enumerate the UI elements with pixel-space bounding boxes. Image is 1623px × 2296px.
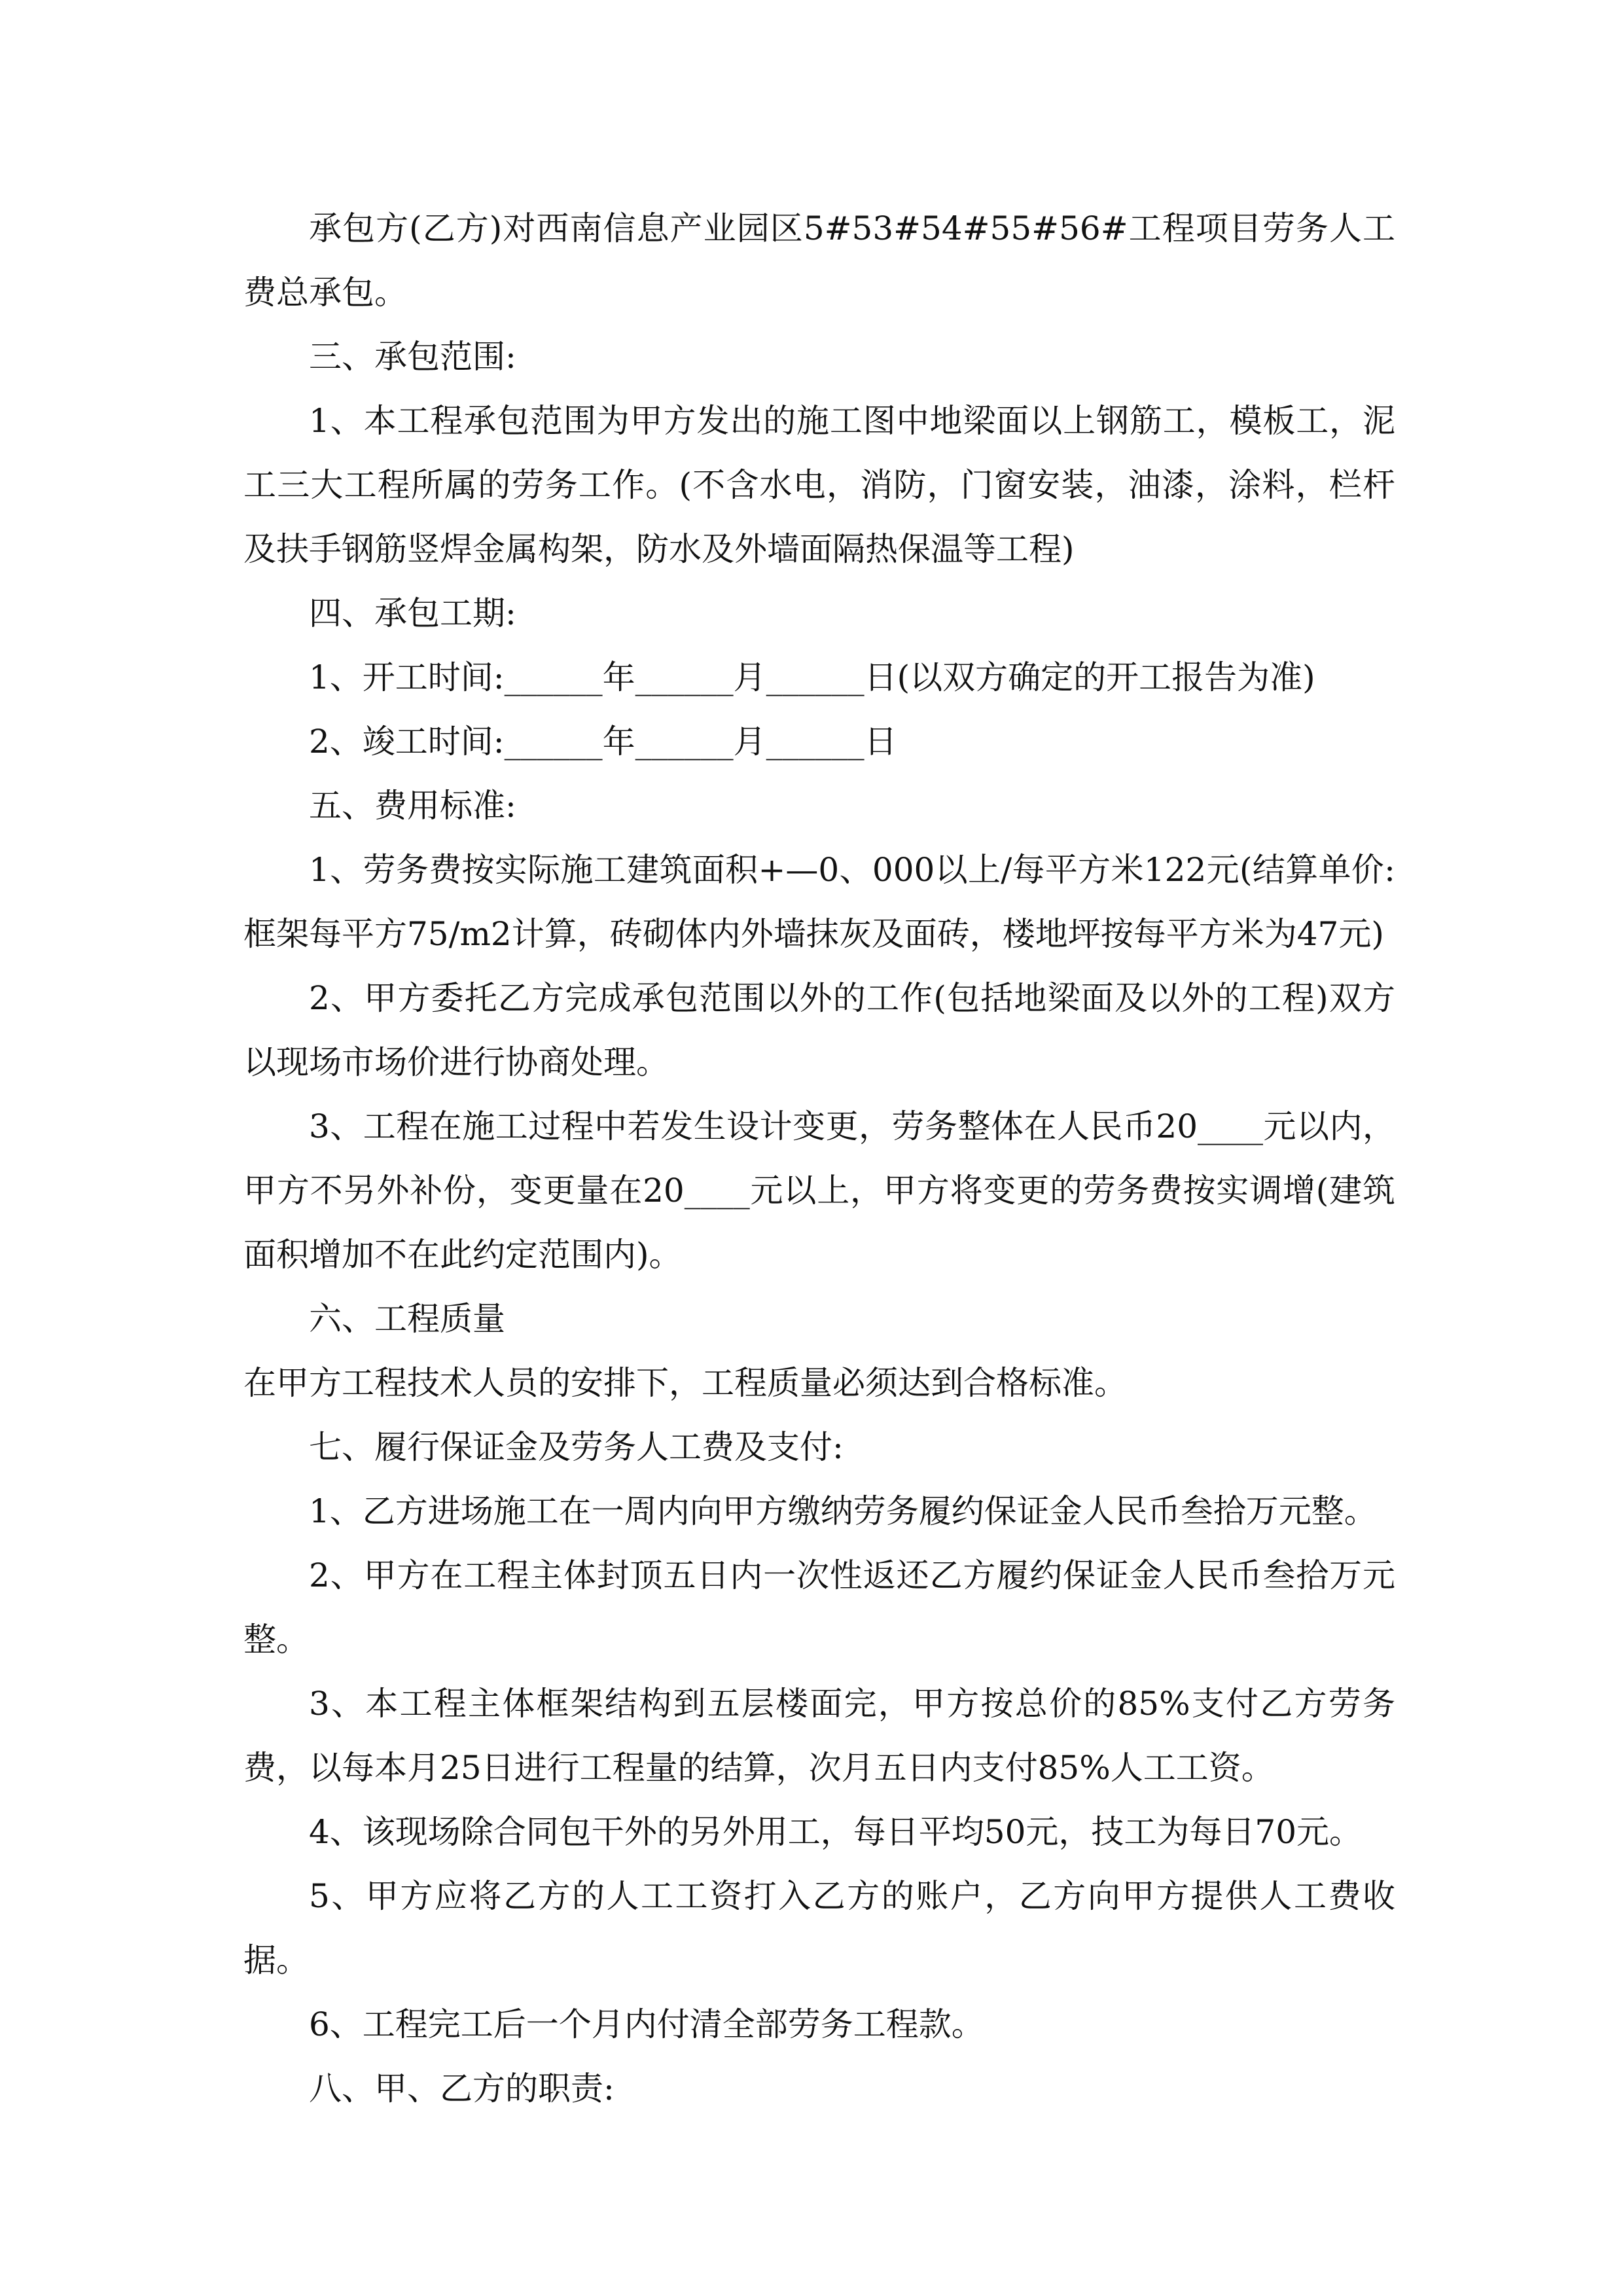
scope-clause-1: 1、本工程承包范围为甲方发出的施工图中地梁面以上钢筋工，模板工，泥工三大工程所属的劳务工作。(不含水电，消防，门窗安装，油漆，涂料，栏杆及扶手钢筋竖焊金属构架，防水及外墙面隔热保温等工程) (243, 402, 1395, 568)
payment-clause-2: 2、甲方在工程主体封顶五日内一次性返还乙方履约保证金人民币叁拾万元整。 (243, 1556, 1395, 1659)
payment-clause-1: 1、乙方进场施工在一周内向甲方缴纳劳务履约保证金人民币叁拾万元整。 (309, 1492, 1377, 1530)
payment-clause-4: 4、该现场除合同包干外的另外用工，每日平均50元，技工为每日70元。 (309, 1813, 1363, 1851)
period-start-date: 1、开工时间:______年______月______日(以双方确定的开工报告为准) (309, 658, 1315, 696)
period-end-date: 2、竣工时间:______年______月______日 (309, 723, 897, 761)
section-heading-payment: 七、履行保证金及劳务人工费及支付: (309, 1428, 844, 1466)
payment-clause-6: 6、工程完工后一个月内付清全部劳务工程款。 (309, 2005, 984, 2043)
payment-clause-3: 3、本工程主体框架结构到五层楼面完，甲方按总价的85%支付乙方劳务费，以每本月25日进行工程量的结算，次月五日内支付85%人工工资。 (243, 1685, 1395, 1787)
quality-clause: 在甲方工程技术人员的安排下，工程质量必须达到合格标准。 (243, 1364, 1127, 1402)
payment-clause-5: 5、甲方应将乙方的人工工资打入乙方的账户，乙方向甲方提供人工费收据。 (243, 1877, 1395, 1979)
fees-clause-2: 2、甲方委托乙方完成承包范围以外的工作(包括地梁面及以外的工程)双方以现场市场价进行协商处理。 (243, 979, 1395, 1081)
fees-clause-1: 1、劳务费按实际施工建筑面积+—0、000以上/每平方米122元(结算单价:框架每平方75/m2计算，砖砌体内外墙抹灰及面砖，楼地坪按每平方米为47元) (243, 851, 1395, 953)
section-heading-quality: 六、工程质量 (309, 1300, 505, 1338)
fees-clause-3: 3、工程在施工过程中若发生设计变更，劳务整体在人民币20____元以内，甲方不另外补份，变更量在20____元以上，甲方将变更的劳务费按实调增(建筑面积增加不在此约定范围内)。 (243, 1107, 1395, 1274)
section-heading-duties: 八、甲、乙方的职责: (309, 2070, 615, 2108)
section-heading-fees: 五、费用标准: (309, 787, 516, 825)
document-body (243, 196, 1395, 2121)
section-heading-period: 四、承包工期: (309, 594, 516, 632)
section-heading-scope: 三、承包范围: (309, 338, 516, 376)
contract-intro-paragraph: 承包方(乙方)对西南信息产业园区5#53#54#55#56#工程项目劳务人工费总承包。 (243, 209, 1395, 312)
